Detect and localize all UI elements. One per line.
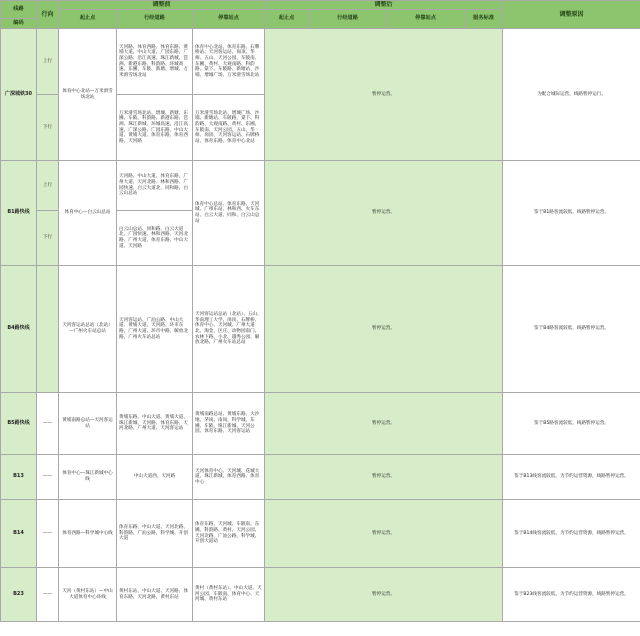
line-name: 广深城铁30 — [1, 29, 37, 161]
after-status: 暂停运营。 — [265, 455, 503, 500]
direction: —— — [37, 500, 59, 568]
route: 黄埔东路、中山大道、黄埔大道、珠江新城、天河路、体育东路、天河北路、广州大道、天河客运站 — [117, 393, 193, 455]
line-name: B5路快线 — [1, 393, 37, 455]
line-name: B13 — [1, 455, 37, 500]
stops-down: 万米滑雪场北站、增城广场、沙埔、新塘站、车陂路、棠下、科韵路、大观南路、黄村、东圃、车陂南、天河公园、五山、华师、岗顶、天河客运站、石牌桥站、体育东路、体育中心北站 — [193, 95, 265, 161]
header-reason: 调整原因 — [503, 1, 640, 29]
route-up: 天河路、体育西路、体育东路、黄埔大道、中山大道、广园东路、广深公路、沿江高速、珠江新城、琶洲、新港东路、科韵路、环城高速、东圃、车陂、新塘、增城、万米滑雪场北站 — [117, 29, 193, 95]
after-status: 暂停运营。 — [265, 568, 503, 622]
table-row — [1, 266, 640, 393]
route: 黄村东站、中山大道、天河路、体育东路、天河北路、黄村东站 — [117, 568, 193, 622]
after-status: 暂停运营。 — [265, 161, 503, 266]
table-row — [1, 455, 640, 500]
direction — [37, 266, 59, 393]
start-end: 体育中心—珠江新城中心线 — [59, 455, 117, 500]
after-status: 暂停运营。 — [265, 266, 503, 393]
direction-up: 上行 — [37, 161, 59, 211]
header-line: 线路 — [1, 1, 37, 19]
route-down: 万米滑雪场北站、增城、新塘、东圃、车陂、科韵路、新港东路、琶洲、珠江新城、环城高速、沿江高速、广深公路、广园东路、中山大道、黄埔大道、体育东路、体育西路、天河路 — [117, 95, 193, 161]
stops: 体育中心总站、体育东路、天河城、广州东站、林和西、火车东站、白云大道、同和、白云山总站 — [193, 161, 265, 266]
stops: 黄村（黄村东站）、中山大道、天河公园、车陂南、体育中心、天河城、黄村东站 — [193, 568, 265, 622]
route-up: 天河路、中山大道、体育东路、广州大道、天河北路、林和西路、广园快速、白云大道北、同和路、白云山总站 — [117, 161, 193, 211]
direction: —— — [37, 568, 59, 622]
header-route-after: 行经道路 — [309, 10, 387, 29]
start-end: 体育中心北站—万米滑雪场北站 — [59, 29, 117, 161]
start-end: 体育西路—科学城中心线 — [59, 500, 117, 568]
stops: 黄埔南路总站、黄埔东路、大沙地、茅岗、南岗、科学城、东圃、车陂、珠江新城、天河公园、体育东路、天河客运站 — [193, 393, 265, 455]
table-row — [1, 568, 640, 622]
route-down: 白云山总站、同和路、白云大道北、广园快速、林和西路、天河北路、广州大道、体育东路、中山大道、天河路 — [117, 211, 193, 266]
header-stops: 停靠站点 — [193, 10, 265, 29]
route: 中山大道西、天河路 — [117, 455, 193, 500]
reason: 鉴于B23线客流较低，为节约运营资源，线路暂停运营。 — [503, 568, 640, 622]
header-route: 行经道路 — [117, 10, 193, 29]
header-row-1 — [1, 1, 640, 10]
stops: 天河客运站总站（北站）、五山、华南理工大学、岗顶、石牌桥、体育中心、天河城、广州大道北、淘金、区庄、动物园南门、农林下路、小北、越秀公园、解放北路、广州火车站总站 — [193, 266, 265, 393]
header-service: 服务标准 — [465, 10, 503, 29]
direction: —— — [37, 455, 59, 500]
start-end: 天河（黄村东站）—中山大道体育中心环线 — [59, 568, 117, 622]
direction-down: 下行 — [37, 95, 59, 161]
header-start-end: 起止点 — [59, 10, 117, 29]
route: 天河客运站、广汕公路、中山大道、黄埔大道、天河路、环市东路、广州大道、环市中路、解放北路、广州火车站总站 — [117, 266, 193, 393]
stops: 天河体育中心、天河城、花城大道、珠江新城、体育西路、体育中心 — [193, 455, 265, 500]
direction-up: 上行 — [37, 29, 59, 95]
header-code: 编码 — [1, 19, 37, 29]
header-direction: 行向 — [37, 1, 59, 29]
table-row — [1, 500, 640, 568]
line-name: B23 — [1, 568, 37, 622]
line-name: B1路快线 — [1, 161, 37, 266]
route: 体育东路、中山大道、天河北路、科韵路、广汕公路、科学城、开创大道 — [117, 500, 193, 568]
reason: 鉴于B13线客流较低，为节约运营资源，线路暂停运营。 — [503, 455, 640, 500]
header-after: 调整后 — [265, 1, 503, 10]
reason: 鉴于B4路客流较低，线路暂停运营。 — [503, 266, 640, 393]
line-name: B4路快线 — [1, 266, 37, 393]
table-row — [1, 393, 640, 455]
header-start-end-after: 起止点 — [265, 10, 309, 29]
after-status: 暂停运营。 — [265, 393, 503, 455]
reason: 为配合城际运营，线路暂停运行。 — [503, 29, 640, 161]
reason: 鉴于B14线客流较低，为节约运营资源，线路暂停运营。 — [503, 500, 640, 568]
reason: 鉴于B1路客流较低，线路暂停运营。 — [503, 161, 640, 266]
stops: 体育东路、天河城、车陂南、东圃、科韵路、黄村、天河公园、天河北路、广汕公路、科学城、开创大道站 — [193, 500, 265, 568]
header-stops-after: 停靠站点 — [387, 10, 465, 29]
after-status: 暂停运营。 — [265, 29, 503, 161]
reason: 鉴于B5路客流较低，线路暂停运营。 — [503, 393, 640, 455]
direction: —— — [37, 393, 59, 455]
line-name: B14 — [1, 500, 37, 568]
table-row — [1, 161, 640, 211]
start-end: 体育中心—白云山总站 — [59, 161, 117, 266]
stops-up: 体育中心北站、体育东路、石牌桥站、天河客运站、岗顶、华师、五山、天河公园、车陂南、东圃、黄村、大观南路、科韵路、棠下、车陂路、新塘站、沙埔、增城广场、万米滑雪场北站 — [193, 29, 265, 95]
direction-down: 下行 — [37, 211, 59, 266]
start-end: 黄埔南路总站—天河客运站 — [59, 393, 117, 455]
table-row — [1, 29, 640, 95]
after-status: 暂停运营。 — [265, 500, 503, 568]
header-before: 调整前 — [59, 1, 265, 10]
start-end: 天河客运站总站（北站）—广州火车站总站 — [59, 266, 117, 393]
